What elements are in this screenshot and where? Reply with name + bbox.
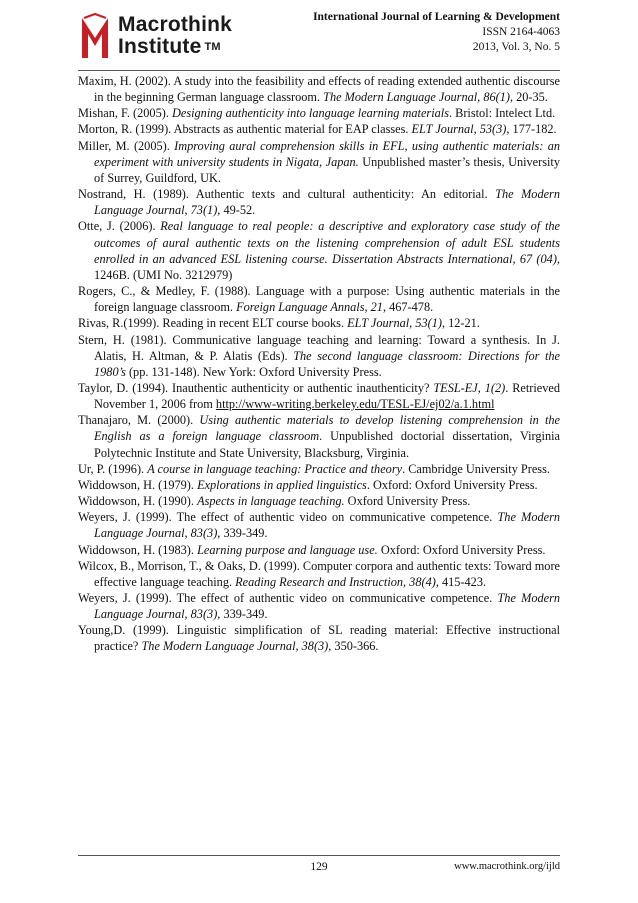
journal-name: International Journal of Learning & Development	[313, 11, 560, 23]
publisher-logo	[78, 12, 258, 64]
reference-text: . Oxford: Oxford University Press.	[366, 477, 538, 492]
reference-text: Miller, M. (2005).	[78, 138, 175, 153]
logo-line2-text: Institute	[118, 35, 202, 58]
reference-entry	[78, 283, 560, 315]
reference-text: , 415-423.	[435, 574, 487, 589]
reference-text: Weyers, J. (1999). The effect of authentic video on communicative competence.	[78, 591, 498, 605]
reference-italic-text: Real language to real people: a descriptive and exploratory case study of the outcomes of aural authentic texts on the listening comprehension of adult ESL students enrolled in an advanced ESL listening course. Dissertation Abstracts International, 67 (04)	[94, 219, 560, 266]
reference-entry	[78, 477, 560, 493]
reference-text: (pp. 131-148). New York: Oxford University Press.	[125, 364, 382, 379]
reference-entry	[78, 558, 560, 590]
reference-italic-text: ELT Journal, 53(3),	[411, 122, 510, 137]
reference-text: , 467-478.	[382, 300, 434, 315]
reference-italic-text: Using authentic materials to develop listening comprehension in the English as a foreign language classroom	[94, 413, 560, 444]
reference-entry	[78, 412, 560, 460]
reference-text: Otte, J. (2006).	[78, 219, 161, 234]
reference-text: Thanajaro, M. (2000).	[78, 413, 200, 428]
reference-entry	[78, 105, 560, 121]
reference-text: 350-366.	[331, 639, 379, 654]
page-header	[78, 8, 560, 68]
reference-entry	[78, 380, 560, 412]
reference-italic-text: Foreign Language Annals, 21	[236, 300, 383, 315]
reference-entry	[78, 218, 560, 283]
reference-entry	[78, 509, 560, 541]
logo-wordmark	[118, 14, 232, 58]
reference-text: Oxford: Oxford University Press.	[377, 542, 546, 557]
reference-entry	[78, 542, 560, 558]
reference-text: 177-182.	[509, 122, 557, 137]
reference-text: Rivas, R.(1999). Reading in recent ELT course books.	[78, 316, 348, 331]
reference-italic-text: ELT Journal, 53(1)	[347, 316, 442, 331]
issn: ISSN 2164-4063	[482, 26, 560, 38]
reference-entry	[78, 332, 560, 380]
reference-italic-text: Learning purpose and language use.	[197, 542, 378, 557]
reference-italic-text: The second language classroom: Directions for the 1980’s	[94, 348, 560, 379]
reference-text: 49-52.	[220, 203, 256, 218]
reference-text: Widdowson, H. (1979).	[78, 477, 198, 492]
reference-italic-text: Improving aural comprehension skills in EFL, using authentic materials: an experiment with university students in Nigata, Japan.	[94, 138, 560, 169]
reference-entry	[78, 138, 560, 186]
macrothink-logo-icon	[78, 12, 112, 62]
volume-info: 2013, Vol. 3, No. 5	[472, 41, 560, 53]
reference-text: 339-349.	[220, 607, 268, 622]
journal-info	[313, 10, 560, 55]
reference-italic-text: The Modern Language Journal, 38(3),	[141, 639, 332, 654]
reference-text: 339-349.	[220, 526, 268, 541]
reference-entry	[78, 315, 560, 331]
reference-text: , 1246B. (UMI No. 3212979)	[94, 251, 560, 282]
reference-entry	[78, 493, 560, 509]
trademark-mark: TM	[204, 41, 221, 53]
reference-italic-text: Reading Research and Instruction, 38(4)	[235, 574, 436, 589]
footer-divider	[78, 855, 560, 856]
reference-text: . Unpublished doctorial dissertation, Virginia Polytechnic Institute and State University, Blacksburg, Virginia.	[94, 429, 560, 460]
reference-text: , 12-21.	[441, 316, 480, 331]
page-number: 129	[310, 861, 328, 873]
reference-entry	[78, 461, 560, 477]
reference-italic-text: The Modern Language Journal, 73(1),	[94, 187, 560, 218]
reference-text: Rogers, C., & Medley, F. (1988). Language with a purpose: Using authentic materials in the foreign language classroom.	[78, 284, 560, 315]
reference-text: Morton, R. (1999). Abstracts as authentic material for EAP classes.	[78, 122, 412, 137]
reference-link[interactable]: http://www-writing.berkeley.edu/TESL-EJ/ej02/a.1.html	[215, 397, 495, 412]
logo-line2	[118, 36, 232, 58]
reference-text: Nostrand, H. (1989). Authentic texts and cultural authenticity: An editorial.	[78, 187, 496, 202]
logo-line1: Macrothink	[118, 13, 233, 36]
reference-entry	[78, 622, 560, 654]
reference-text: Maxim, H. (2002). A study into the feasibility and effects of reading extended authentic discourse in the beginning German language classroom.	[78, 74, 560, 105]
reference-text: Mishan, F. (2005).	[78, 106, 172, 121]
reference-text: Wilcox, B., Morrison, T., & Oaks, D. (1999). Computer corpora and authentic texts: Toward more effective language teaching.	[78, 558, 560, 589]
reference-italic-text: TESL-EJ, 1(2)	[433, 380, 506, 395]
reference-entry	[78, 73, 560, 105]
reference-entry	[78, 590, 560, 622]
reference-text: Taylor, D. (1994). Inauthentic authenticity or authentic inauthenticity?	[78, 380, 434, 395]
reference-list	[78, 73, 560, 655]
reference-italic-text: Explorations in applied linguistics	[197, 477, 367, 492]
reference-text: Widdowson, H. (1983).	[78, 542, 198, 557]
reference-text: . Retrieved November 1, 2006 from	[94, 380, 561, 412]
reference-text: 20-35.	[513, 90, 548, 105]
reference-text: . Bristol: Intelect Ltd.	[448, 106, 556, 121]
reference-text: . Cambridge University Press.	[402, 461, 550, 476]
reference-italic-text: Aspects in language teaching.	[197, 494, 345, 509]
reference-italic-text: Designing authenticity into language learning materials	[171, 106, 449, 121]
reference-italic-text: The Modern Language Journal, 83(3),	[94, 591, 561, 622]
header-divider	[78, 70, 560, 71]
reference-text: Young,D. (1999). Linguistic simplification of SL reading material: Effective instructional practice?	[78, 623, 560, 654]
reference-italic-text: A course in language teaching: Practice and theory	[147, 461, 403, 476]
reference-entry	[78, 186, 560, 218]
reference-text: Weyers, J. (1999). The effect of authentic video on communicative competence.	[78, 510, 498, 525]
reference-entry	[78, 121, 560, 137]
page-footer	[78, 855, 560, 875]
reference-text: Unpublished master’s thesis, University of Surrey, Guildford, UK.	[94, 154, 560, 185]
reference-text: Stern, H. (1981). Communicative language teaching and learning: Toward a synthesis. In J. Alatis, H. Altman, & P. Alatis (Eds).	[78, 332, 560, 363]
website-url: www.macrothink.org/ijld	[454, 861, 560, 872]
reference-text: Widdowson, H. (1990).	[78, 494, 198, 509]
reference-italic-text: The Modern Language Journal, 86(1),	[323, 90, 514, 105]
reference-italic-text: The Modern Language Journal, 83(3),	[94, 510, 561, 541]
reference-text: Ur, P. (1996).	[78, 461, 148, 476]
reference-text: Oxford University Press.	[344, 494, 471, 509]
